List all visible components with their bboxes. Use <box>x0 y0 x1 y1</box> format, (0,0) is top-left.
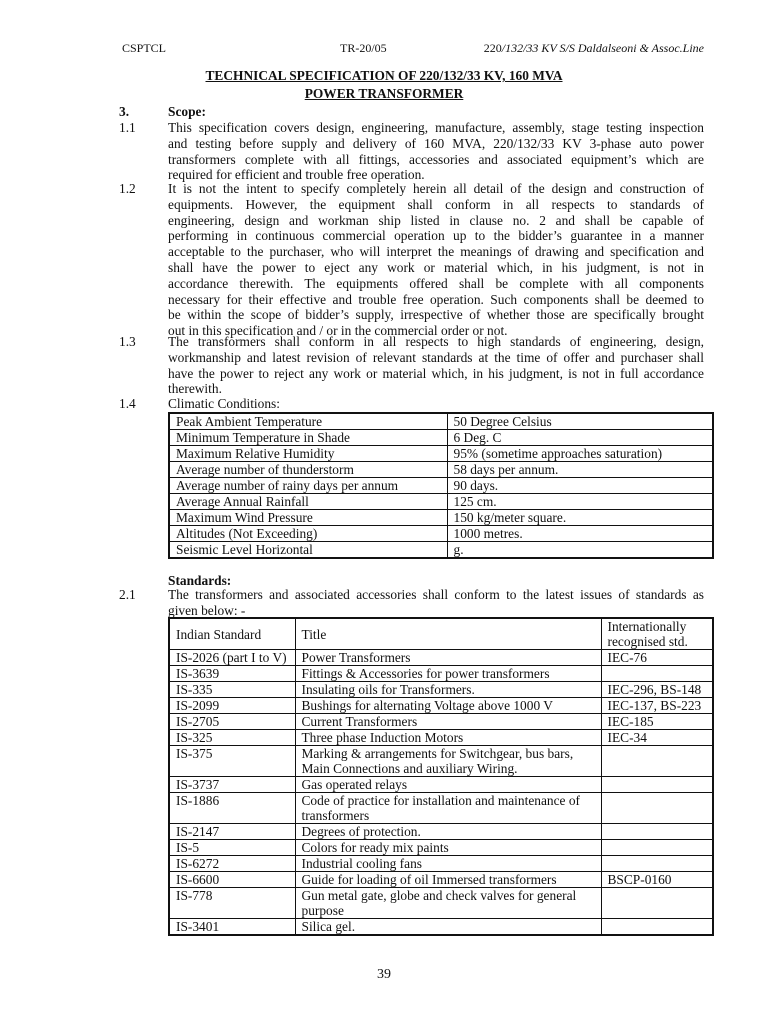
section-3-number: 3. <box>119 104 130 119</box>
header-left: CSPTCL <box>122 41 167 55</box>
standards-cell-intl <box>601 840 713 856</box>
standards-row <box>169 682 713 698</box>
standards-cell-title: Industrial cooling fans <box>295 856 601 872</box>
text-line: out in this specification and / or in the commercial order or not. <box>168 323 508 339</box>
climatic-param: Average Annual Rainfall <box>169 494 447 510</box>
text-line: required for efficient and trouble free operation. <box>168 167 425 183</box>
standards-table-header <box>169 618 713 650</box>
standards-cell-title: Insulating oils for Transformers. <box>295 682 601 698</box>
standards-cell-intl <box>601 777 713 793</box>
standards-cell-is: IS-2026 (part I to V) <box>169 650 295 666</box>
climatic-row <box>169 446 713 462</box>
climatic-value: 50 Degree Celsius <box>447 413 713 430</box>
standards-cell-title: Marking & arrangements for Switchgear, bus bars, Main Connections and auxiliary Wiring. <box>295 746 601 777</box>
page-number: 39 <box>377 967 391 982</box>
text-line: necessary for their effective and trouble free operation. Such components shall be deemed to <box>168 291 704 307</box>
climatic-row <box>169 478 713 494</box>
standards-row <box>169 650 713 666</box>
text-line: be within the scope of bidder’s supply, irrespective of whether those are specifically brought <box>168 307 704 323</box>
climatic-conditions-table <box>168 412 714 559</box>
col-header-international: Internationally recognised std. <box>601 618 713 650</box>
page-header <box>122 41 704 57</box>
climatic-param: Average number of rainy days per annum <box>169 478 447 494</box>
text-line: This specification covers design, engineering, manufacture, assembly, stage testing inspection <box>168 120 704 135</box>
climatic-value: 1000 metres. <box>447 526 713 542</box>
standards-cell-intl: IEC-185 <box>601 714 713 730</box>
climatic-value: 90 days. <box>447 478 713 494</box>
clause-2-1-text <box>168 587 704 619</box>
standards-cell-is: IS-1886 <box>169 793 295 824</box>
standards-cell-is: IS-3639 <box>169 666 295 682</box>
climatic-value: 6 Deg. C <box>447 430 713 446</box>
standards-cell-intl: IEC-76 <box>601 650 713 666</box>
standards-cell-is: IS-375 <box>169 746 295 777</box>
standards-cell-is: IS-2705 <box>169 714 295 730</box>
climatic-row <box>169 462 713 478</box>
climatic-row <box>169 494 713 510</box>
standards-cell-is: IS-2099 <box>169 698 295 714</box>
climatic-param: Minimum Temperature in Shade <box>169 430 447 446</box>
scope-heading: Scope: <box>168 104 206 119</box>
text-line: The transformers and associated accessories shall conform to the latest issues of standards as <box>168 587 704 602</box>
climatic-row <box>169 526 713 542</box>
clause-1-3-number: 1.3 <box>119 334 136 349</box>
text-line: performing in continuous commercial operation up to the bidder’s guarantee in a manner <box>168 228 704 244</box>
standards-cell-is: IS-6600 <box>169 872 295 888</box>
text-line: given below: - <box>168 602 246 618</box>
standards-cell-title: Degrees of protection. <box>295 824 601 840</box>
standards-cell-title: Current Transformers <box>295 714 601 730</box>
text-line: The transformers shall conform in all respects to high standards of engineering, design, <box>168 334 704 349</box>
standards-cell-intl <box>601 793 713 824</box>
text-line: acceptable to the purchaser, who will interpret the meanings of drawing and specification and <box>168 244 704 260</box>
header-right <box>484 41 704 57</box>
text-line: therewith. <box>168 381 222 397</box>
standards-cell-is: IS-325 <box>169 730 295 746</box>
climatic-param: Altitudes (Not Exceeding) <box>169 526 447 542</box>
standards-cell-title: Code of practice for installation and maintenance of transformers <box>295 793 601 824</box>
doc-title-line2: POWER TRANSFORMER <box>304 86 464 101</box>
text-line: accordance therewith. The equipments offered shall be complete with all components <box>168 275 704 291</box>
climatic-row <box>169 510 713 526</box>
climatic-value: 125 cm. <box>447 494 713 510</box>
climatic-value: 150 kg/meter square. <box>447 510 713 526</box>
climatic-value: g. <box>447 542 713 559</box>
header-center: TR-20/05 <box>340 41 387 55</box>
standards-cell-is: IS-2147 <box>169 824 295 840</box>
col-header-title: Title <box>295 618 601 650</box>
standards-cell-is: IS-778 <box>169 888 295 919</box>
standards-row <box>169 698 713 714</box>
standards-cell-intl: IEC-137, BS-223 <box>601 698 713 714</box>
standards-row <box>169 746 713 777</box>
text-line: engineering, design and workman ship listed in clause no. 2 and shall be capable of <box>168 212 704 228</box>
standards-cell-is: IS-3737 <box>169 777 295 793</box>
standards-row <box>169 666 713 682</box>
climatic-value: 58 days per annum. <box>447 462 713 478</box>
climatic-param: Seismic Level Horizontal <box>169 542 447 559</box>
header-right-italic: /132/33 KV S/S Daldalseoni & Assoc.Line <box>501 41 704 55</box>
standards-cell-intl <box>601 888 713 919</box>
climatic-heading: Climatic Conditions: <box>168 396 280 411</box>
text-line: shall have the power to eject any work or material which, in his judgment, is not in <box>168 259 704 275</box>
doc-title-line1: TECHNICAL SPECIFICATION OF 220/132/33 KV, 160 MVA <box>205 68 563 83</box>
clause-2-1-number: 2.1 <box>119 587 136 602</box>
standards-cell-title: Silica gel. <box>295 919 601 936</box>
climatic-param: Average number of thunderstorm <box>169 462 447 478</box>
standards-cell-title: Bushings for alternating Voltage above 1000 V <box>295 698 601 714</box>
climatic-row <box>169 430 713 446</box>
standards-row <box>169 840 713 856</box>
standards-row <box>169 919 713 936</box>
clause-1-3-text <box>168 334 704 397</box>
standards-row <box>169 856 713 872</box>
standards-cell-title: Power Transformers <box>295 650 601 666</box>
standards-cell-title: Gun metal gate, globe and check valves for general purpose <box>295 888 601 919</box>
text-line: It is not the intent to specify completely herein all detail of the design and construction of <box>168 181 704 196</box>
clause-1-4-number: 1.4 <box>119 396 136 411</box>
standards-cell-intl <box>601 746 713 777</box>
standards-cell-intl <box>601 824 713 840</box>
text-line: and testing before supply and delivery of 160 MVA, 220/132/33 KV 3-phase auto power <box>168 135 704 151</box>
header-right-prefix: 220 <box>483 41 502 55</box>
clause-1-1-number: 1.1 <box>119 120 136 135</box>
climatic-row <box>169 542 713 559</box>
standards-cell-is: IS-6272 <box>169 856 295 872</box>
standards-heading: Standards: <box>168 573 232 588</box>
standards-cell-intl <box>601 856 713 872</box>
standards-cell-title: Fittings & Accessories for power transformers <box>295 666 601 682</box>
standards-cell-is: IS-335 <box>169 682 295 698</box>
standards-row <box>169 824 713 840</box>
standards-cell-intl <box>601 919 713 936</box>
text-line: equipments. However, the equipment shall conform in all respects to standards of <box>168 196 704 212</box>
clause-1-2-number: 1.2 <box>119 181 136 196</box>
standards-cell-intl <box>601 666 713 682</box>
climatic-value: 95% (sometime approaches saturation) <box>447 446 713 462</box>
standards-cell-title: Gas operated relays <box>295 777 601 793</box>
climatic-row <box>169 413 713 430</box>
standards-row <box>169 888 713 919</box>
col-header-indian-standard: Indian Standard <box>169 618 295 650</box>
standards-row <box>169 730 713 746</box>
standards-row <box>169 777 713 793</box>
text-line: workmanship and latest revision of relevant standards at the time of offer and purchaser shall <box>168 349 704 365</box>
clause-1-1-text <box>168 120 704 183</box>
standards-cell-intl: IEC-296, BS-148 <box>601 682 713 698</box>
standards-row <box>169 714 713 730</box>
standards-cell-title: Guide for loading of oil Immersed transformers <box>295 872 601 888</box>
climatic-param: Peak Ambient Temperature <box>169 413 447 430</box>
text-line: transformers complete with all fittings, accessories and associated equipment’s which are <box>168 151 704 167</box>
standards-cell-is: IS-3401 <box>169 919 295 936</box>
standards-cell-intl: IEC-34 <box>601 730 713 746</box>
standards-row <box>169 872 713 888</box>
text-line: have the power to reject any work or material which, in his judgment, is not in full accordance <box>168 365 704 381</box>
standards-row <box>169 793 713 824</box>
clause-1-2-text <box>168 181 704 339</box>
standards-cell-intl: BSCP-0160 <box>601 872 713 888</box>
standards-cell-is: IS-5 <box>169 840 295 856</box>
standards-cell-title: Three phase Induction Motors <box>295 730 601 746</box>
climatic-param: Maximum Wind Pressure <box>169 510 447 526</box>
climatic-param: Maximum Relative Humidity <box>169 446 447 462</box>
standards-table <box>168 617 714 936</box>
standards-cell-title: Colors for ready mix paints <box>295 840 601 856</box>
